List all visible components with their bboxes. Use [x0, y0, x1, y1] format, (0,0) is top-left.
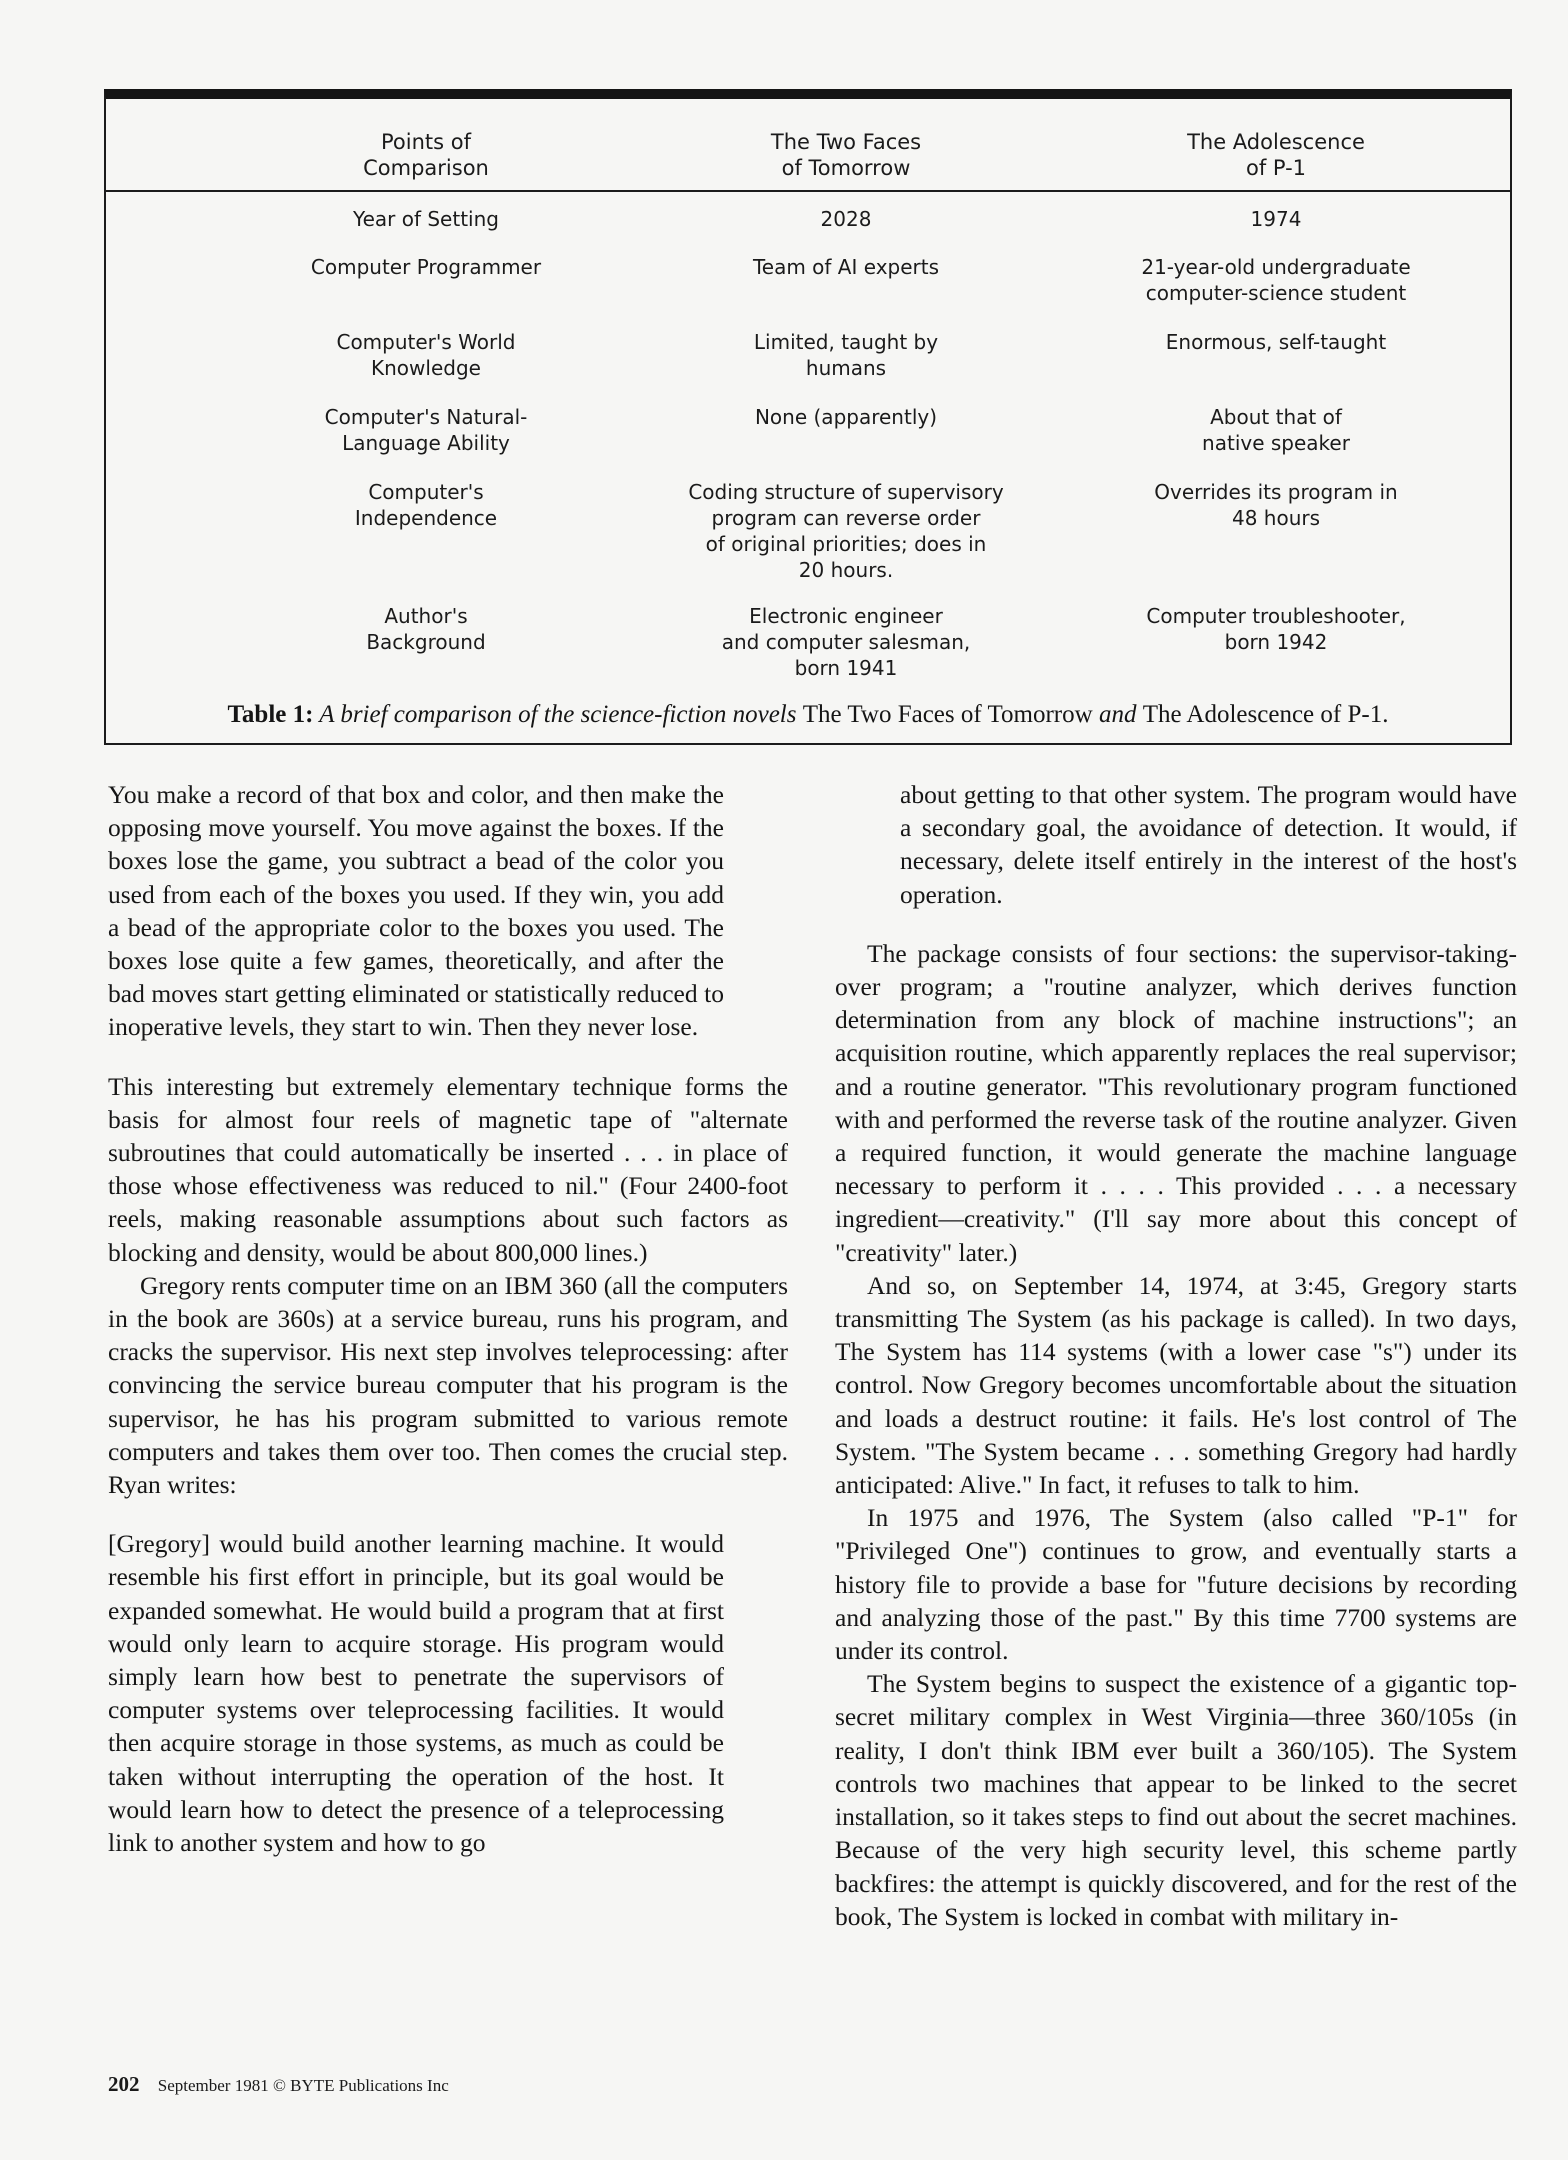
cell-line: computer-science student	[1145, 281, 1407, 305]
cell-line: 21-year-old undergraduate	[1141, 255, 1411, 279]
paragraph: The System begins to suspect the existence of a gigantic top-secret military complex in West Virginia—three 360/105s (in reality, I don't think IBM ever built a 360/105). The System controls two machines that appear to be linked to the secret installation, so it takes steps to find out about the secret machines. Because of the very high security level, this scheme partly backfires: the attempt is quickly discovered, and for the rest of the book, The System is locked in combat with military in-	[835, 1669, 1517, 1931]
header-line: of P-1	[1245, 156, 1307, 180]
header-points-of-comparison	[256, 129, 596, 181]
cell-line: Background	[366, 630, 486, 654]
cell-line: born 1942	[1224, 630, 1328, 654]
caption-text: .	[1382, 701, 1389, 728]
cell-line: About that of	[1210, 405, 1342, 429]
table-cell	[1106, 479, 1446, 531]
cell-line: humans	[805, 356, 887, 380]
header-line: Comparison	[363, 156, 489, 180]
table-cell	[656, 206, 1036, 232]
header-line: The Two Faces	[770, 130, 922, 154]
caption-text: A brief comparison of the science-fiction novels	[313, 701, 803, 728]
header-line: of Tomorrow	[781, 156, 911, 180]
table-cell	[1106, 206, 1446, 232]
cell-line: Enormous, self-taught	[1165, 330, 1387, 354]
cell-line: Computer troubleshooter,	[1146, 604, 1406, 628]
cell-line: of original priorities; does in	[705, 532, 987, 556]
cell-line: Author's	[384, 604, 468, 628]
table-header	[106, 99, 1510, 192]
cell-line: 20 hours.	[798, 558, 894, 582]
cell-line: Coding structure of supervisory	[688, 480, 1004, 504]
header-line: The Adolescence	[1187, 130, 1365, 154]
cell-line: born 1941	[794, 656, 898, 680]
header-adolescence	[1106, 129, 1446, 181]
header-two-faces	[656, 129, 1036, 181]
table-cell	[1106, 404, 1446, 456]
table-cell	[1106, 254, 1446, 306]
table-cell	[256, 329, 596, 381]
header-line: Points of	[381, 130, 471, 154]
table-cell	[1106, 603, 1446, 655]
page-number: 202	[108, 2072, 140, 2096]
caption-book-title: The Two Faces of Tomorrow	[802, 701, 1093, 728]
paragraph: This interesting but extremely elementary technique forms the basis for almost four reels of magnetic tape of "alternate subroutines that could automatically be inserted . . . in place of those whose effectiveness was reduced to nil." (Four 2400-foot reels, making reasonable assumptions about such factors as blocking and density, would be about 800,000 lines.)	[108, 1071, 788, 1267]
table-cell	[656, 254, 1036, 280]
cell-line: and computer salesman,	[721, 630, 971, 654]
comparison-table	[104, 89, 1512, 745]
cell-line: 1974	[1250, 207, 1302, 231]
paragraph: The package consists of four sections: the supervisor-taking-over program; a "routine analyzer, which derives function determination from any block of machine instructions"; an acquisition routine, which apparently replaces the real supervisor; and a routine generator. "This revolutionary program functioned with and performed the reverse task of the routine analyzer. Given a required function, it would generate the machine language necessary to perform it . . . . This provided . . . a necessary ingredient—creativity." (I'll say more about this concept of "creativity" later.)	[835, 938, 1517, 1267]
table-cell	[256, 404, 596, 456]
cell-line: None (apparently)	[754, 405, 938, 429]
table-cell	[656, 603, 1036, 681]
caption-label: Table 1:	[227, 701, 314, 728]
cell-line: Computer's Natural-	[324, 405, 528, 429]
cell-line: Overrides its program in	[1154, 480, 1398, 504]
cell-line: Independence	[354, 506, 498, 530]
block-quote: [Gregory] would build another learning machine. It would resemble his first effort in principle, but its goal would be expanded somewhat. He would build a program that at first would only learn to acquire storage. His program would simply learn how best to penetrate the supervisors of computer systems over teleprocessing facilities. It would then acquire storage in those systems, as much as could be taken without interrupting the operation of the host. It would learn how to detect the presence of a teleprocessing link to another system and how to go	[108, 1529, 724, 1858]
cell-line: Language Ability	[342, 431, 510, 455]
cell-line: Team of AI experts	[752, 255, 940, 279]
cell-line: Computer's	[368, 480, 484, 504]
caption-text: and	[1092, 701, 1143, 728]
paragraph: Gregory rents computer time on an IBM 360 (all the computers in the book are 360s) at a service bureau, runs his program, and cracks the supervisor. His next step involves teleprocessing: after convincing the service bureau computer that his program is the supervisor, he has his program submitted to various remote computers and takes them over too. Then comes the crucial step. Ryan writes:	[108, 1270, 788, 1500]
table-caption	[106, 701, 1510, 729]
cell-line: Computer Programmer	[310, 255, 542, 279]
cell-line: Limited, taught by	[753, 330, 939, 354]
right-column	[835, 778, 1517, 1933]
table-cell	[656, 404, 1036, 430]
table-cell	[256, 254, 596, 280]
table-cell	[256, 603, 596, 655]
cell-line: Knowledge	[371, 356, 481, 380]
cell-line: program can reverse order	[711, 506, 981, 530]
paragraph: In 1975 and 1976, The System (also called "P-1" for "Privileged One") continues to grow, and eventually starts a history file to provide a base for "future decisions by recording and analyzing those of the past." By this time 7700 systems are under its control.	[835, 1503, 1517, 1666]
cell-line: 48 hours	[1231, 506, 1321, 530]
table-cell	[1106, 329, 1446, 355]
table-cell	[256, 206, 596, 232]
block-quote: You make a record of that box and color, and then make the opposing move yourself. You move against the boxes. If the boxes lose the game, you subtract a bead of the color you used from each of the boxes you used. If they win, you add a bead of the appropriate color to the boxes you used. The boxes lose quite a few games, theoretically, and after the bad moves start getting eliminated or statistically reduced to inoperative levels, they start to win. Then they never lose.	[108, 780, 724, 1042]
publication-info: September 1981 © BYTE Publications Inc	[157, 2076, 449, 2095]
table-cell	[656, 329, 1036, 381]
block-quote-continued: about getting to that other system. The program would have a secondary goal, the avoidance of detection. It would, if necessary, delete itself entirely in the interest of the host's operation.	[900, 780, 1517, 909]
cell-line: 2028	[820, 207, 872, 231]
cell-line: native speaker	[1202, 431, 1350, 455]
left-column	[108, 778, 788, 1859]
caption-book-title: The Adolescence of P-1	[1142, 701, 1383, 728]
table-cell	[656, 479, 1036, 583]
page-footer	[108, 2072, 449, 2097]
cell-line: Year of Setting	[353, 207, 499, 231]
paragraph: And so, on September 14, 1974, at 3:45, Gregory starts transmitting The System (as his package is called). In two days, The System has 114 systems (with a lower case "s") under its control. Now Gregory becomes uncomfortable about the situation and loads a destruct routine: it fails. He's lost control of The System. "The System became . . . something Gregory had hardly anticipated: Alive." In fact, it refuses to talk to him.	[835, 1270, 1517, 1500]
cell-line: Electronic engineer	[749, 604, 943, 628]
table-cell	[256, 479, 596, 531]
cell-line: Computer's World	[336, 330, 516, 354]
